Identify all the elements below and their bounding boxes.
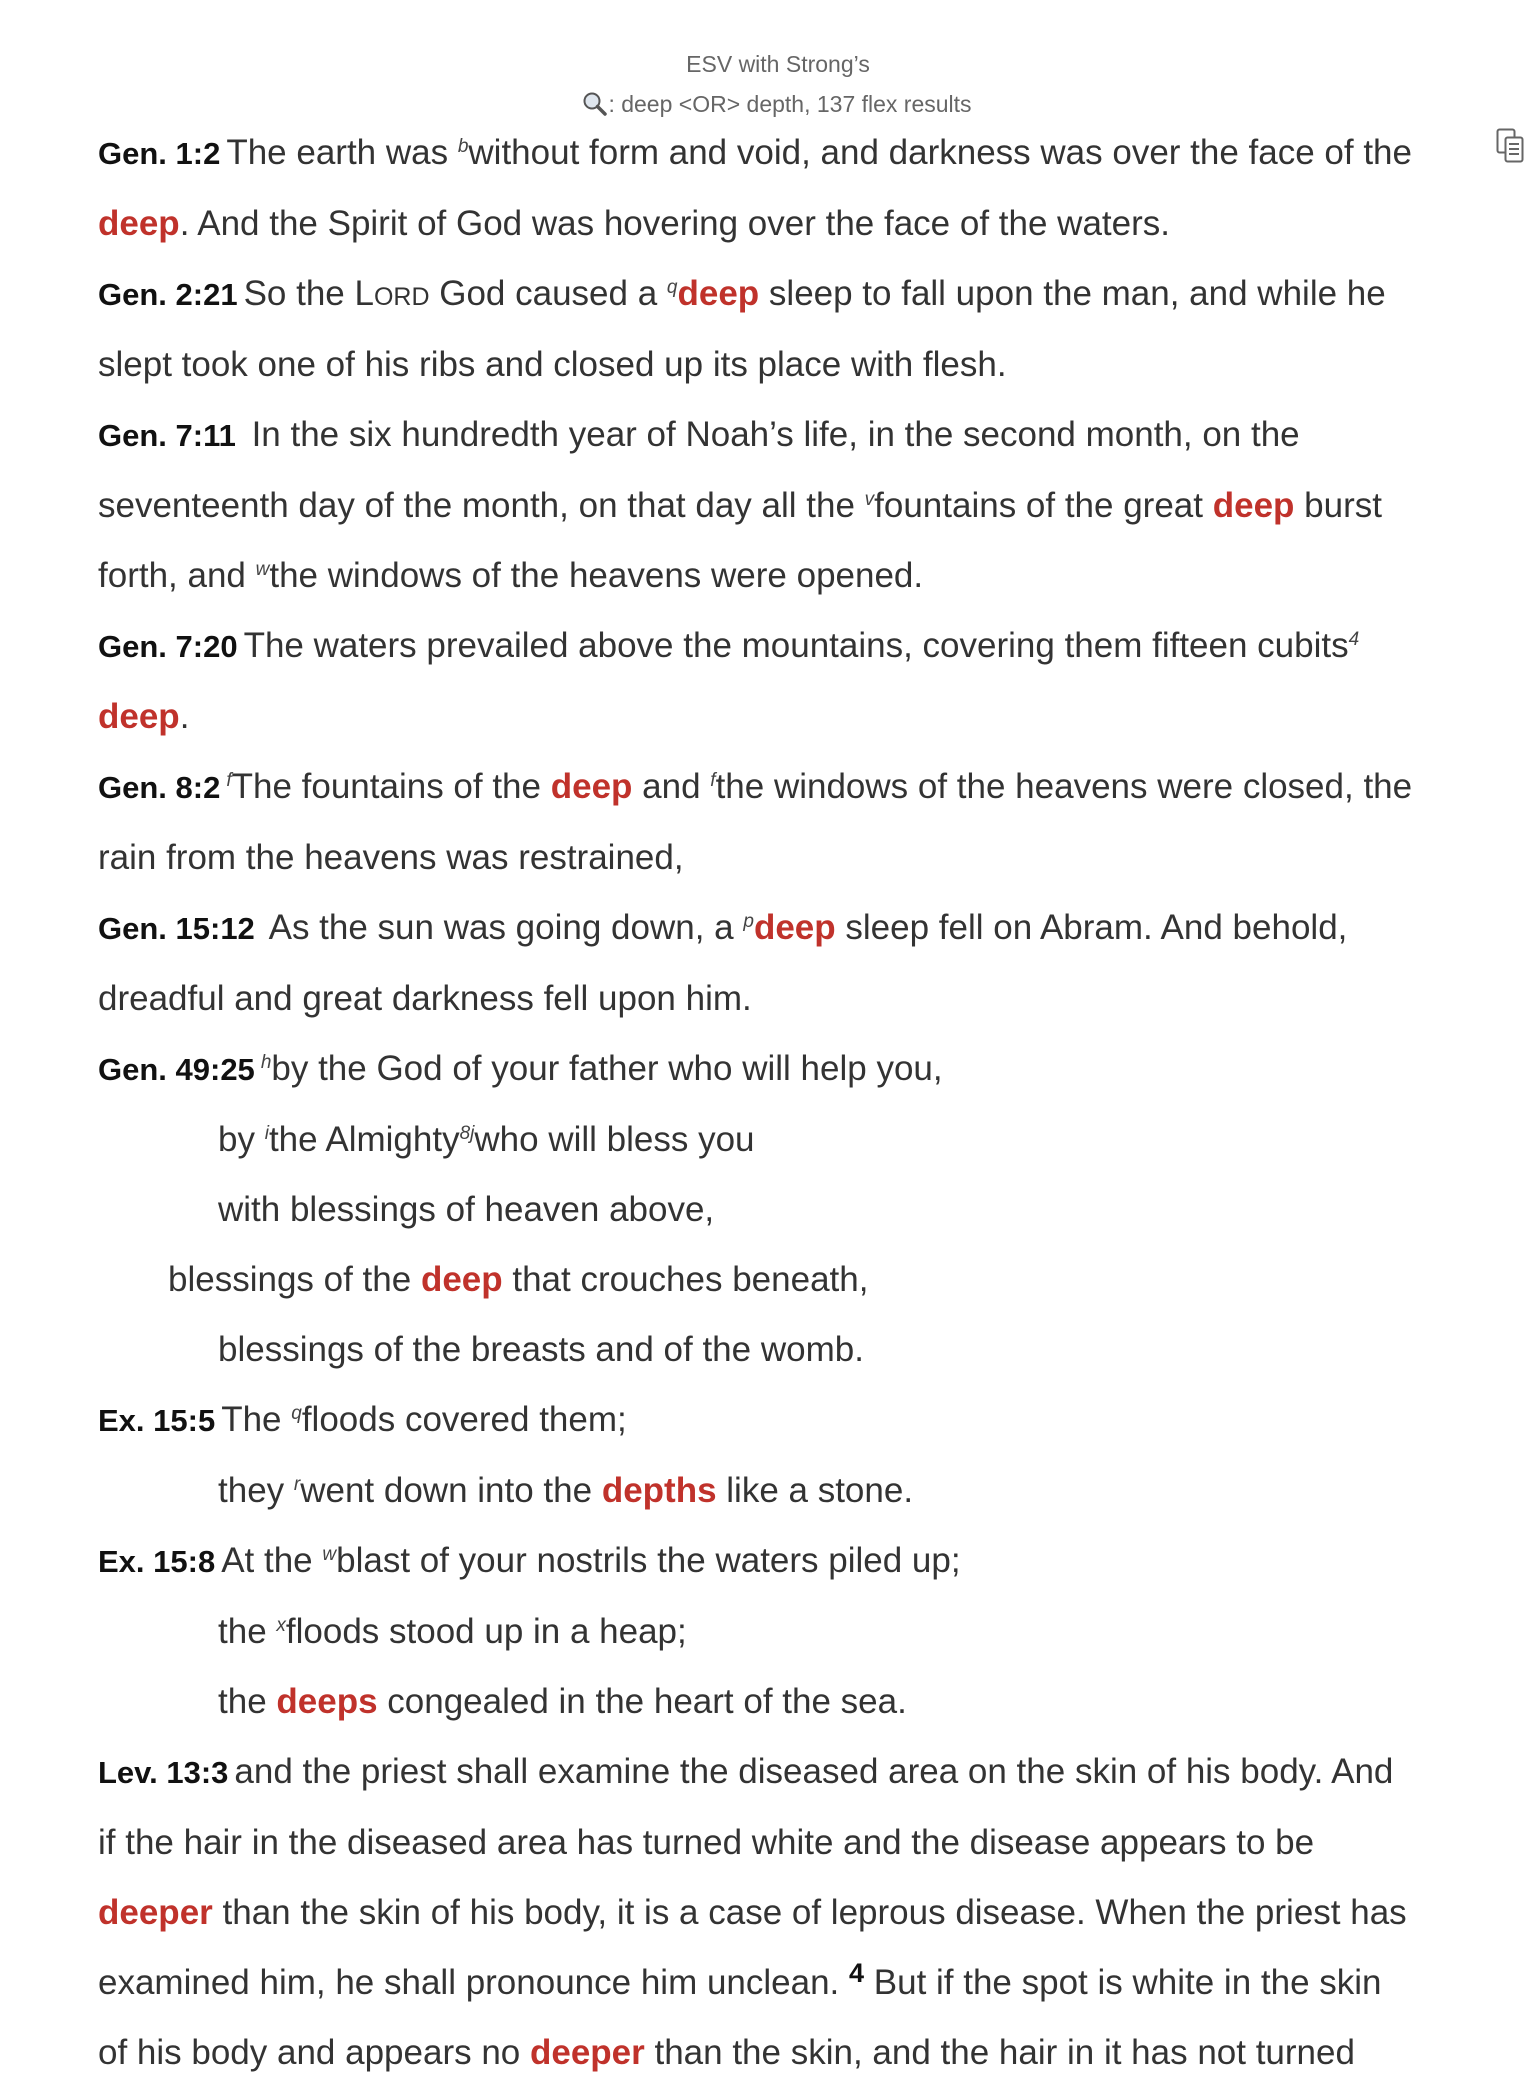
verse-text: who will bless you <box>474 1120 755 1159</box>
verse-text: God caused a <box>429 274 667 313</box>
search-hit: deep <box>677 274 760 313</box>
verse-reference-link[interactable]: Gen. 49:25 <box>98 1052 255 1087</box>
cross-reference-note[interactable]: i <box>264 1123 269 1144</box>
cross-reference-note[interactable]: p <box>743 911 754 932</box>
verse-reference-link[interactable]: Gen. 2:21 <box>98 277 238 312</box>
verse-reference-link[interactable]: Gen. 1:2 <box>98 136 221 171</box>
verse-text: than the skin, and the hair in it has not turned <box>644 2033 1355 2072</box>
verse-reference-link[interactable]: Gen. 15:12 <box>98 911 255 946</box>
verse-text: floods covered them; <box>301 1400 627 1439</box>
verse-text: and <box>632 767 711 806</box>
search-hit: deep <box>98 204 180 243</box>
cross-reference-note[interactable]: b <box>457 136 469 157</box>
cross-reference-note[interactable]: f <box>226 770 232 791</box>
bible-version-title[interactable]: ESV with Strong’s <box>686 51 870 77</box>
footnote-marker[interactable]: 8 <box>459 1123 471 1144</box>
cross-reference-note[interactable]: q <box>666 277 678 298</box>
cross-reference-note[interactable]: r <box>293 1474 301 1495</box>
verse-text: the Almighty <box>268 1120 460 1159</box>
cross-reference-note[interactable]: w <box>255 559 270 580</box>
verse-text: the <box>218 1612 277 1651</box>
cross-reference-note[interactable]: x <box>276 1615 286 1636</box>
verse-reference-link[interactable]: Gen. 7:20 <box>98 629 238 664</box>
poetry-line <box>98 1385 1418 1456</box>
search-hit: deep <box>98 697 180 736</box>
divine-name: Lord <box>354 274 430 313</box>
verse-text: burst forth, and <box>98 486 1382 595</box>
verse-text: congealed in the heart of the sea. <box>377 1682 907 1721</box>
cross-reference-note[interactable]: v <box>864 489 875 510</box>
result-verse <box>98 118 1418 259</box>
poetry-line <box>98 1667 1418 1737</box>
verse-text: with blessings of heaven above, <box>218 1190 715 1229</box>
verse-text: and the priest shall examine the diseased area on the skin of his body. And if the hair in the diseased area has turned white and the disease appears to be <box>98 1752 1394 1862</box>
verse-text: went down into the <box>300 1471 602 1510</box>
verse-text: they <box>218 1471 294 1510</box>
search-summary-text: : deep <OR> depth, 137 flex results <box>608 91 972 117</box>
result-verse-poetry <box>98 1526 1418 1737</box>
cross-reference-note[interactable]: j <box>470 1123 475 1144</box>
verse-number: 4 <box>849 1958 865 1988</box>
search-hit: deep <box>550 767 633 806</box>
verse-text: like a stone. <box>716 1471 914 1510</box>
verse-text: fountains of the great <box>874 486 1213 525</box>
poetry-line <box>98 1315 1418 1385</box>
verse-text: In the six hundredth year of Noah’s life, in the second month, on the seventeenth day of the month, on that day all the <box>98 415 1300 525</box>
verse-text: the <box>218 1682 277 1721</box>
results-header <box>0 44 1536 124</box>
verse-text: The fountains of the <box>231 767 551 806</box>
verse-reference-link[interactable]: Lev. 13:3 <box>98 1755 229 1790</box>
cross-reference-note[interactable]: w <box>322 1544 337 1565</box>
search-hit: deep <box>1212 486 1295 525</box>
poetry-line <box>98 1034 1418 1105</box>
verse-text: The waters prevailed above the mountains, covering them fifteen cubits <box>243 626 1349 665</box>
verse-text: than the skin of his body, it is a case of leprous disease. When the priest has examined him, he shall pronounce him unclean. <box>98 1893 1407 2002</box>
magnifier-icon <box>584 93 606 115</box>
verse-text: The earth was <box>226 133 458 172</box>
search-hit: depths <box>601 1471 717 1510</box>
verse-text: the windows of the heavens were closed, the rain from the heavens was restrained, <box>98 767 1413 877</box>
poetry-line <box>98 1245 1418 1315</box>
search-hit: deeper <box>529 2033 645 2072</box>
result-verse <box>98 259 1418 400</box>
poetry-line <box>98 1175 1418 1245</box>
result-verse <box>98 1737 1418 2088</box>
verse-text: So the <box>243 274 355 313</box>
footnote-marker[interactable]: 4 <box>1348 629 1360 650</box>
result-verse <box>98 400 1418 611</box>
verse-text: The <box>221 1400 292 1439</box>
verse-text: the windows of the heavens were opened. <box>269 556 924 595</box>
verse-text: sleep to fall upon the man, and while he slept took one of his ribs and closed up its place with flesh. <box>98 274 1386 384</box>
verse-text: blessings of the breasts and of the womb. <box>218 1330 864 1369</box>
verse-text: blessings of the <box>168 1260 421 1299</box>
document-sync-icon[interactable] <box>1496 128 1524 164</box>
verse-text: by <box>218 1120 265 1159</box>
verse-text: But if the spot is white in the skin of his body and appears no <box>98 1963 1382 2072</box>
cross-reference-note[interactable]: f <box>710 770 716 791</box>
verse-reference-link[interactable]: Gen. 7:11 <box>98 418 236 453</box>
search-hit: deep <box>753 908 836 947</box>
result-verse-poetry <box>98 1034 1418 1385</box>
poetry-line <box>98 1105 1418 1175</box>
cross-reference-note[interactable]: q <box>291 1403 302 1424</box>
search-hit: deep <box>420 1260 503 1299</box>
verse-text: floods stood up in a heap; <box>285 1612 687 1651</box>
verse-text: At the <box>221 1541 323 1580</box>
verse-text: by the God of your father who will help you, <box>271 1049 943 1088</box>
verse-text: blast of your nostrils the waters piled up; <box>336 1541 961 1580</box>
poetry-line <box>98 1597 1418 1667</box>
result-verse <box>98 611 1418 752</box>
search-results-list <box>98 118 1418 2088</box>
poetry-line <box>98 1456 1418 1526</box>
search-hit: deeper <box>98 1893 213 1932</box>
verse-text: that crouches beneath, <box>502 1260 869 1299</box>
verse-text: without form and void, and darkness was over the face of the <box>468 133 1412 172</box>
result-verse <box>98 893 1418 1034</box>
verse-text: . <box>179 697 190 736</box>
result-verse-poetry <box>98 1385 1418 1526</box>
result-verse <box>98 752 1418 893</box>
verse-text: As the sun was going down, a <box>260 908 744 947</box>
poetry-line <box>98 1526 1418 1597</box>
search-hit: deeps <box>276 1682 378 1721</box>
cross-reference-note[interactable]: h <box>260 1052 272 1073</box>
verse-reference-link[interactable]: Ex. 15:8 <box>98 1544 216 1579</box>
verse-text: sleep fell on Abram. And behold, dreadful and great darkness fell upon him. <box>98 908 1348 1018</box>
verse-text: . And the Spirit of God was hovering over the face of the waters. <box>179 204 1170 243</box>
verse-reference-link[interactable]: Ex. 15:5 <box>98 1403 216 1438</box>
verse-reference-link[interactable]: Gen. 8:2 <box>98 770 221 805</box>
